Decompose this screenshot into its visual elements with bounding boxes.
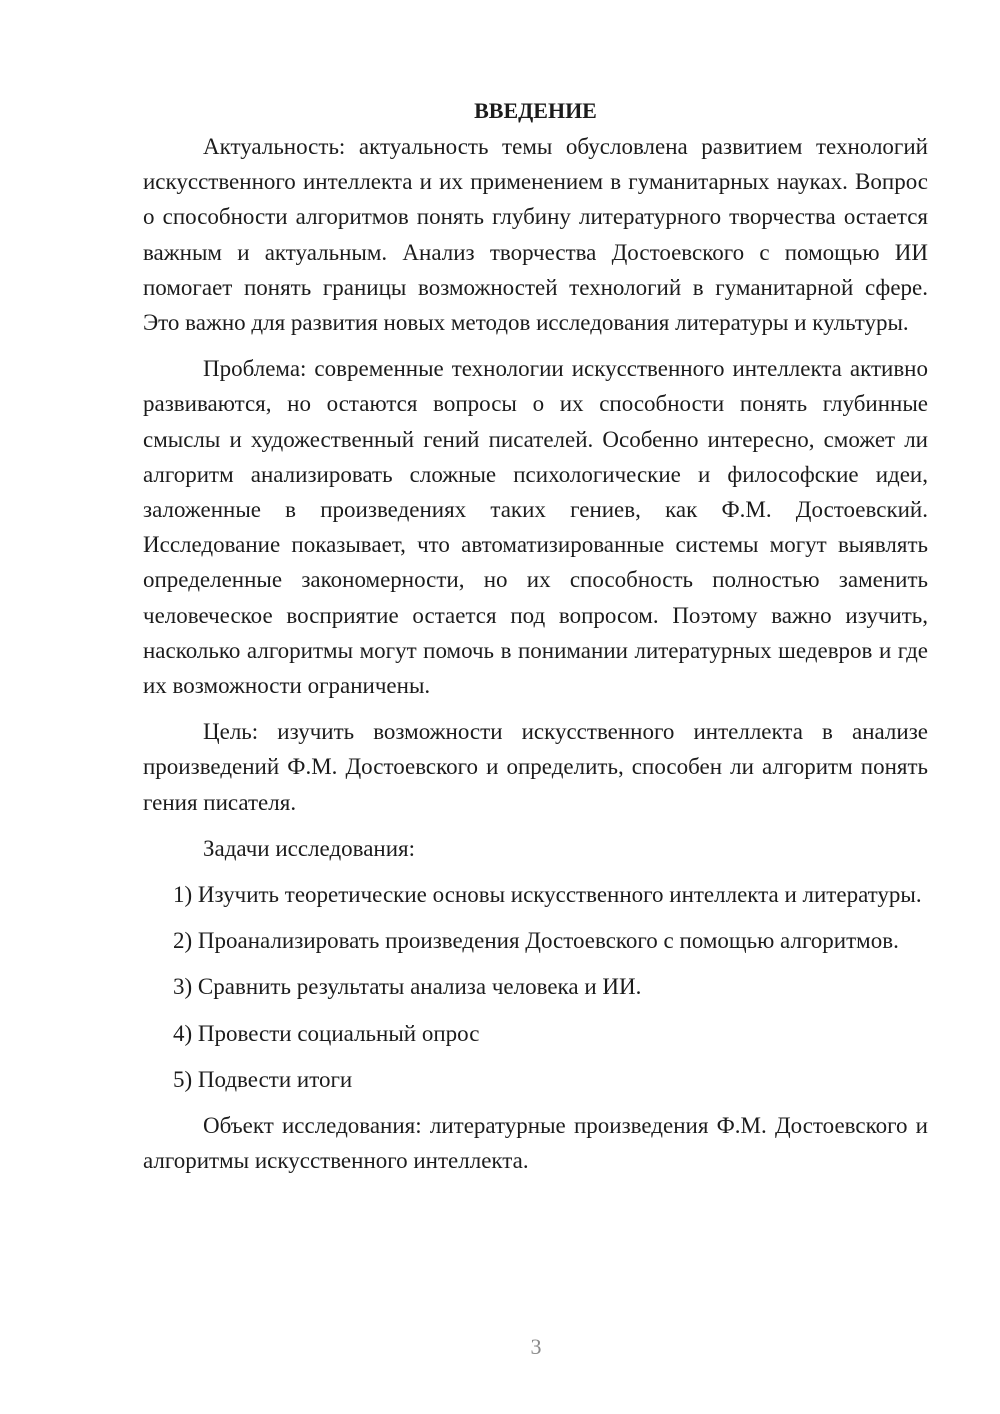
page-content <box>143 94 928 1178</box>
goal-paragraph: Цель: изучить возможности искусственного интеллекта в анализе произведений Ф.М. Достоевского и определить, способен ли алгоритм понять гения писателя. <box>143 719 928 815</box>
task-item: 3) Сравнить результаты анализа человека и ИИ. <box>173 974 642 1000</box>
task-item: 4) Провести социальный опрос <box>173 1020 480 1046</box>
task-item: 2) Проанализировать произведения Достоевского с помощью алгоритмов. <box>173 928 899 954</box>
problem-paragraph: Проблема: современные технологии искусственного интеллекта активно развиваются, но остаются вопросы о их способности понять глубинные смыслы и художественный гений писателей. Особенно интересно, сможет ли алгоритм анализировать сложные психологические и философские идеи, заложенные в произведениях таких гениев, как Ф.М. Достоевский. Исследование показывает, что автоматизированные системы могут выявлять определенные закономерности, но их способность полностью заменить человеческое восприятие остается под вопросом. Поэтому важно изучить, насколько алгоритмы могут помочь в понимании литературных шедевров и где их возможности ограничены. <box>143 356 928 699</box>
object-paragraph: Объект исследования: литературные произведения Ф.М. Достоевского и алгоритмы искусственного интеллекта. <box>143 1113 928 1174</box>
section-title: ВВЕДЕНИЕ <box>474 98 597 123</box>
relevance-paragraph: Актуальность: актуальность темы обусловлена развитием технологий искусственного интеллекта и их применением в гуманитарных науках. Вопрос о способности алгоритмов понять глубину литературного творчества остается важным и актуальным. Анализ творчества Достоевского с помощью ИИ помогает понять границы возможностей технологий в гуманитарной сфере. Это важно для развития новых методов исследования литературы и культуры. <box>143 134 928 336</box>
page-number: 3 <box>530 1334 542 1359</box>
task-item: 5) Подвести итоги <box>173 1066 353 1092</box>
tasks-heading: Задачи исследования: <box>203 835 416 861</box>
task-item: 1) Изучить теоретические основы искусственного интеллекта и литературы. <box>173 882 922 908</box>
